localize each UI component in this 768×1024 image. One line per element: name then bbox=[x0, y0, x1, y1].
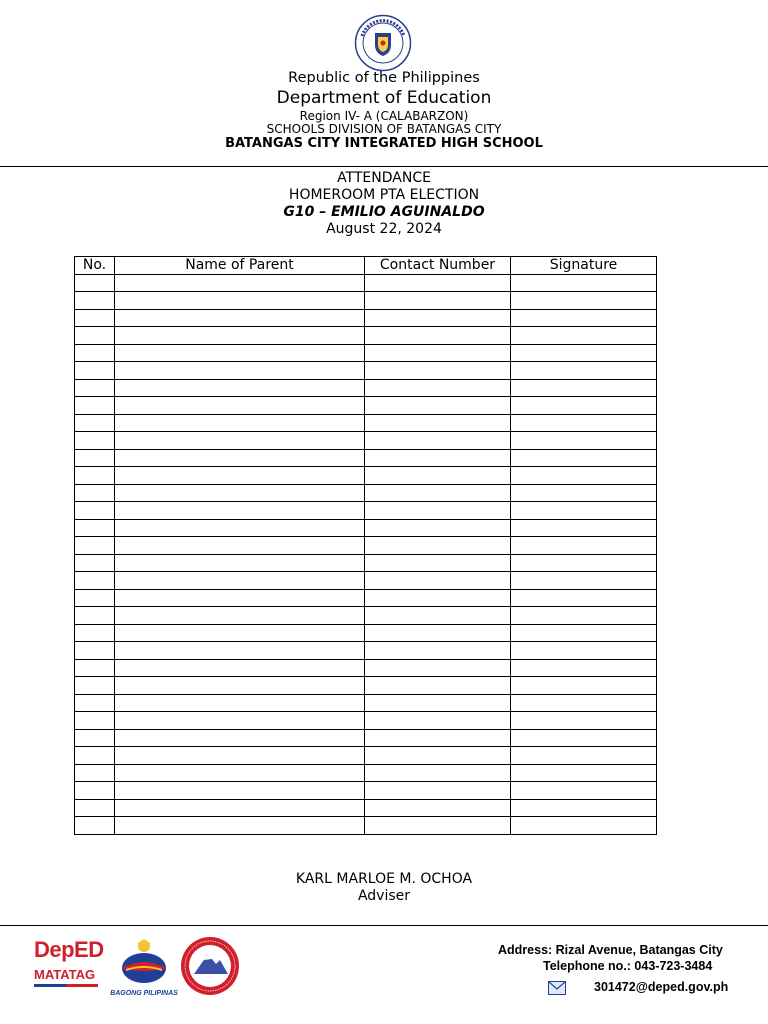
cell-number bbox=[75, 292, 115, 310]
table-row bbox=[75, 799, 657, 817]
cell-parent-name bbox=[115, 554, 365, 572]
table-row bbox=[75, 624, 657, 642]
table-row bbox=[75, 659, 657, 677]
cell-contact-number bbox=[365, 589, 511, 607]
table-row bbox=[75, 677, 657, 695]
cell-number bbox=[75, 694, 115, 712]
cell-number bbox=[75, 537, 115, 555]
bagong-pilipinas-logo bbox=[110, 936, 178, 996]
table-row bbox=[75, 379, 657, 397]
cell-parent-name bbox=[115, 414, 365, 432]
table-row bbox=[75, 327, 657, 345]
cell-contact-number bbox=[365, 344, 511, 362]
cell-number bbox=[75, 729, 115, 747]
cell-parent-name bbox=[115, 607, 365, 625]
cell-number bbox=[75, 309, 115, 327]
school-seal bbox=[180, 936, 240, 996]
table-row bbox=[75, 607, 657, 625]
cell-signature bbox=[511, 519, 657, 537]
attendance-table bbox=[74, 256, 657, 835]
cell-signature bbox=[511, 309, 657, 327]
cell-parent-name bbox=[115, 484, 365, 502]
table-row bbox=[75, 747, 657, 765]
cell-number bbox=[75, 712, 115, 730]
matatag-logo-text: MATATAG bbox=[34, 967, 96, 982]
table-row bbox=[75, 519, 657, 537]
cell-contact-number bbox=[365, 554, 511, 572]
cell-contact-number bbox=[365, 817, 511, 835]
title-attendance: ATTENDANCE bbox=[337, 170, 431, 186]
cell-number bbox=[75, 414, 115, 432]
cell-parent-name bbox=[115, 677, 365, 695]
title-date: August 22, 2024 bbox=[326, 221, 442, 237]
table-row bbox=[75, 642, 657, 660]
cell-contact-number bbox=[365, 764, 511, 782]
cell-signature bbox=[511, 694, 657, 712]
cell-signature bbox=[511, 659, 657, 677]
cell-parent-name bbox=[115, 292, 365, 310]
cell-signature bbox=[511, 327, 657, 345]
cell-signature bbox=[511, 432, 657, 450]
cell-signature bbox=[511, 414, 657, 432]
cell-contact-number bbox=[365, 624, 511, 642]
header-region: Region IV- A (CALABARZON) bbox=[299, 109, 469, 123]
bagong-pilipinas-text: BAGONG PILIPINAS bbox=[110, 990, 178, 997]
cell-parent-name bbox=[115, 642, 365, 660]
table-row bbox=[75, 572, 657, 590]
cell-contact-number bbox=[365, 327, 511, 345]
cell-signature bbox=[511, 274, 657, 292]
adviser-role: Adviser bbox=[357, 888, 411, 904]
cell-parent-name bbox=[115, 397, 365, 415]
cell-number bbox=[75, 677, 115, 695]
header-division: SCHOOLS DIVISION OF BATANGAS CITY bbox=[266, 122, 502, 136]
table-row bbox=[75, 729, 657, 747]
cell-number bbox=[75, 589, 115, 607]
cell-contact-number bbox=[365, 729, 511, 747]
col-parent-name: Name of Parent bbox=[115, 257, 365, 275]
cell-number bbox=[75, 397, 115, 415]
table-row bbox=[75, 309, 657, 327]
table-row bbox=[75, 554, 657, 572]
cell-parent-name bbox=[115, 309, 365, 327]
cell-number bbox=[75, 344, 115, 362]
col-number: No. bbox=[75, 257, 115, 275]
cell-contact-number bbox=[365, 292, 511, 310]
cell-number bbox=[75, 624, 115, 642]
footer-divider bbox=[0, 925, 768, 926]
cell-parent-name bbox=[115, 274, 365, 292]
table-row bbox=[75, 397, 657, 415]
table-header-row bbox=[75, 257, 657, 275]
table-row bbox=[75, 362, 657, 380]
table-row bbox=[75, 694, 657, 712]
cell-parent-name bbox=[115, 467, 365, 485]
cell-parent-name bbox=[115, 572, 365, 590]
cell-contact-number bbox=[365, 747, 511, 765]
cell-contact-number bbox=[365, 502, 511, 520]
cell-signature bbox=[511, 642, 657, 660]
cell-signature bbox=[511, 799, 657, 817]
cell-contact-number bbox=[365, 607, 511, 625]
cell-number bbox=[75, 362, 115, 380]
header-department: Department of Education bbox=[276, 88, 492, 108]
cell-signature bbox=[511, 729, 657, 747]
cell-number bbox=[75, 449, 115, 467]
cell-parent-name bbox=[115, 624, 365, 642]
cell-parent-name bbox=[115, 432, 365, 450]
col-contact-number: Contact Number bbox=[365, 257, 511, 275]
cell-contact-number bbox=[365, 537, 511, 555]
cell-number bbox=[75, 467, 115, 485]
cell-contact-number bbox=[365, 712, 511, 730]
cell-number bbox=[75, 642, 115, 660]
table-row bbox=[75, 712, 657, 730]
cell-number bbox=[75, 817, 115, 835]
cell-parent-name bbox=[115, 589, 365, 607]
table-row bbox=[75, 432, 657, 450]
footer-address: Address: Rizal Avenue, Batangas City bbox=[498, 943, 723, 957]
cell-number bbox=[75, 799, 115, 817]
cell-number bbox=[75, 782, 115, 800]
header-divider bbox=[0, 166, 768, 167]
cell-signature bbox=[511, 747, 657, 765]
cell-parent-name bbox=[115, 379, 365, 397]
table-row bbox=[75, 537, 657, 555]
cell-number bbox=[75, 484, 115, 502]
cell-signature bbox=[511, 502, 657, 520]
cell-signature bbox=[511, 344, 657, 362]
cell-parent-name bbox=[115, 747, 365, 765]
table-row bbox=[75, 764, 657, 782]
table-row bbox=[75, 467, 657, 485]
cell-contact-number bbox=[365, 519, 511, 537]
cell-contact-number bbox=[365, 677, 511, 695]
cell-number bbox=[75, 379, 115, 397]
cell-signature bbox=[511, 292, 657, 310]
cell-contact-number bbox=[365, 484, 511, 502]
cell-number bbox=[75, 659, 115, 677]
cell-number bbox=[75, 274, 115, 292]
cell-parent-name bbox=[115, 537, 365, 555]
table-row bbox=[75, 484, 657, 502]
cell-contact-number bbox=[365, 467, 511, 485]
cell-parent-name bbox=[115, 817, 365, 835]
cell-parent-name bbox=[115, 694, 365, 712]
table-row bbox=[75, 782, 657, 800]
cell-contact-number bbox=[365, 642, 511, 660]
cell-contact-number bbox=[365, 274, 511, 292]
cell-signature bbox=[511, 537, 657, 555]
deped-matatag-logo bbox=[34, 937, 104, 1000]
cell-signature bbox=[511, 449, 657, 467]
table-row bbox=[75, 449, 657, 467]
cell-contact-number bbox=[365, 432, 511, 450]
cell-number bbox=[75, 502, 115, 520]
cell-contact-number bbox=[365, 309, 511, 327]
cell-number bbox=[75, 554, 115, 572]
cell-parent-name bbox=[115, 502, 365, 520]
deped-seal bbox=[354, 14, 412, 72]
header-school: BATANGAS CITY INTEGRATED HIGH SCHOOL bbox=[225, 136, 543, 151]
cell-signature bbox=[511, 467, 657, 485]
cell-signature bbox=[511, 379, 657, 397]
cell-contact-number bbox=[365, 572, 511, 590]
cell-signature bbox=[511, 362, 657, 380]
table-row bbox=[75, 292, 657, 310]
table-row bbox=[75, 502, 657, 520]
cell-contact-number bbox=[365, 414, 511, 432]
title-event: HOMEROOM PTA ELECTION bbox=[288, 187, 480, 203]
email-icon bbox=[548, 981, 566, 995]
cell-number bbox=[75, 327, 115, 345]
cell-number bbox=[75, 432, 115, 450]
cell-number bbox=[75, 607, 115, 625]
cell-signature bbox=[511, 624, 657, 642]
cell-parent-name bbox=[115, 344, 365, 362]
cell-signature bbox=[511, 782, 657, 800]
deped-logo-text: DepED bbox=[34, 937, 104, 962]
cell-signature bbox=[511, 554, 657, 572]
cell-signature bbox=[511, 484, 657, 502]
cell-number bbox=[75, 747, 115, 765]
cell-contact-number bbox=[365, 659, 511, 677]
cell-number bbox=[75, 519, 115, 537]
cell-contact-number bbox=[365, 397, 511, 415]
table-row bbox=[75, 414, 657, 432]
footer-telephone: Telephone no.: 043-723-3484 bbox=[543, 959, 713, 973]
cell-signature bbox=[511, 764, 657, 782]
cell-contact-number bbox=[365, 362, 511, 380]
footer-email: 301472@deped.gov.ph bbox=[594, 980, 729, 994]
col-signature: Signature bbox=[511, 257, 657, 275]
cell-contact-number bbox=[365, 449, 511, 467]
table-row bbox=[75, 274, 657, 292]
cell-contact-number bbox=[365, 782, 511, 800]
cell-signature bbox=[511, 589, 657, 607]
title-section: G10 – EMILIO AGUINALDO bbox=[283, 204, 485, 220]
header-republic: Republic of the Philippines bbox=[288, 70, 480, 86]
cell-parent-name bbox=[115, 449, 365, 467]
cell-signature bbox=[511, 712, 657, 730]
cell-signature bbox=[511, 397, 657, 415]
cell-signature bbox=[511, 677, 657, 695]
cell-parent-name bbox=[115, 729, 365, 747]
cell-parent-name bbox=[115, 764, 365, 782]
table-row bbox=[75, 817, 657, 835]
cell-parent-name bbox=[115, 327, 365, 345]
cell-signature bbox=[511, 572, 657, 590]
cell-parent-name bbox=[115, 782, 365, 800]
cell-contact-number bbox=[365, 799, 511, 817]
cell-contact-number bbox=[365, 694, 511, 712]
cell-parent-name bbox=[115, 799, 365, 817]
adviser-name: KARL MARLOE M. OCHOA bbox=[295, 871, 473, 887]
cell-contact-number bbox=[365, 379, 511, 397]
cell-signature bbox=[511, 607, 657, 625]
cell-parent-name bbox=[115, 659, 365, 677]
cell-number bbox=[75, 572, 115, 590]
cell-signature bbox=[511, 817, 657, 835]
cell-parent-name bbox=[115, 519, 365, 537]
cell-number bbox=[75, 764, 115, 782]
cell-parent-name bbox=[115, 362, 365, 380]
cell-parent-name bbox=[115, 712, 365, 730]
table-row bbox=[75, 589, 657, 607]
table-row bbox=[75, 344, 657, 362]
